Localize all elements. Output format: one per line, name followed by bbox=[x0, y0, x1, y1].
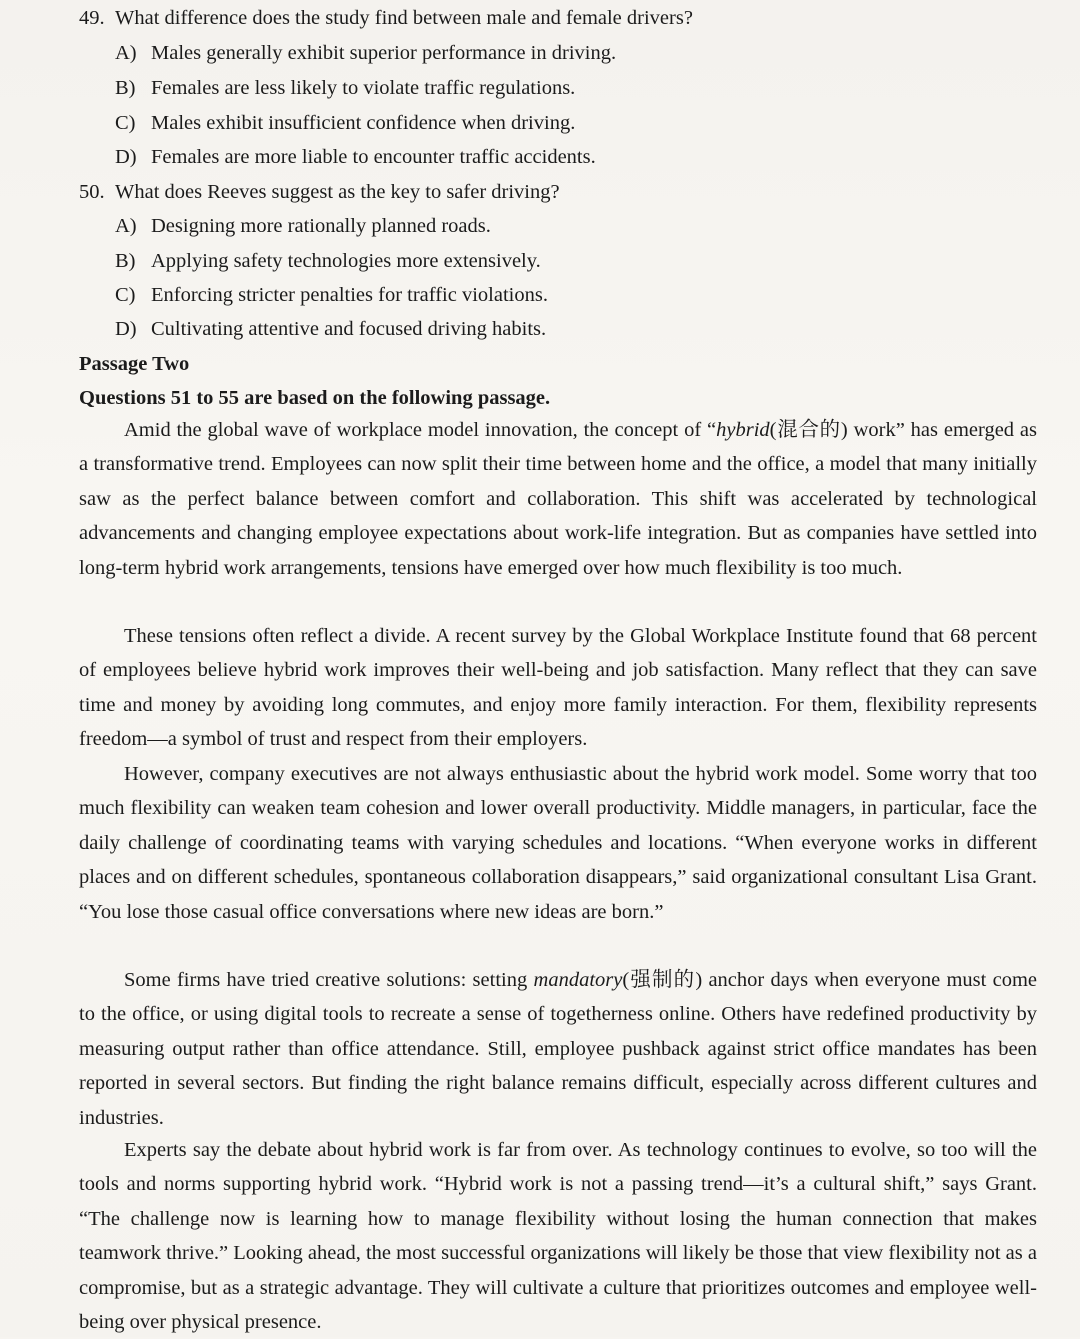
option-49-a bbox=[115, 40, 616, 66]
glossed-term: mandatory bbox=[533, 969, 623, 991]
question-50 bbox=[79, 179, 560, 205]
question-number: 50. bbox=[79, 181, 105, 203]
option-50-b bbox=[115, 248, 541, 274]
option-text: Females are more liable to encounter traffic accidents. bbox=[151, 146, 596, 168]
option-text: Designing more rationally planned roads. bbox=[151, 215, 491, 237]
option-49-b bbox=[115, 75, 575, 101]
option-letter: C) bbox=[115, 112, 136, 134]
option-50-c bbox=[115, 282, 548, 308]
option-text: Cultivating attentive and focused driving habits. bbox=[151, 318, 547, 340]
option-text: Males generally exhibit superior performance in driving. bbox=[151, 42, 617, 64]
passage-paragraph-4: Some firms have tried creative solutions: setting mandatory(强制的) anchor days when everyone must come to the office, or using digital tools to recreate a sense of togetherness online. Others have redefined productivity by measuring output rather than office attendance. Still, employee pushback against strict office mandates has been reported in several sectors. But finding the right balance remains difficult, especially across different cultures and industries. bbox=[79, 969, 1038, 1129]
option-text: Enforcing stricter penalties for traffic violations. bbox=[151, 284, 548, 306]
passage-paragraph-1: Amid the global wave of workplace model innovation, the concept of “hybrid(混合的) work” has emerged as a transformative trend. Employees can now split their time between home and the office, a model that many initially saw as the perfect balance between comfort and collaboration. This shift was accelerated by technological advancements and changing employee expectations about work-life integration. But as companies have settled into long-term hybrid work arrangements, tensions have emerged over how much flexibility is too much. bbox=[79, 419, 1037, 579]
option-49-c bbox=[115, 110, 575, 136]
passage-title: Passage Two bbox=[79, 353, 190, 375]
option-text: Applying safety technologies more extensively. bbox=[151, 250, 541, 272]
chinese-gloss: (混合的) bbox=[769, 419, 848, 441]
question-text: What difference does the study find between male and female drivers? bbox=[115, 7, 693, 29]
passage-paragraph-5: Experts say the debate about hybrid work is far from over. As technology continues to evolve, so too will the tools and norms supporting hybrid work. “Hybrid work is not a passing trend—it’s a cultural shift,” says Grant. “The challenge now is learning how to manage flexibility without losing the human connection that makes teamwork thrive.” Looking ahead, the most successful organizations will likely be those that view flexibility not as a compromise, but as a strategic advantage. They will cultivate a culture that prioritizes outcomes and employee well-being over physical presence. bbox=[79, 1139, 1037, 1334]
passage-paragraph-3: However, company executives are not always enthusiastic about the hybrid work model. Some worry that too much flexibility can weaken team cohesion and lower overall productivity. Middle managers, in particular, face the daily challenge of coordinating teams with varying schedules and locations. “When everyone works in different places and on different schedules, spontaneous collaboration disappears,” said organizational consultant Lisa Grant. “You lose those casual office conversations where new ideas are born.” bbox=[79, 763, 1037, 923]
option-50-d bbox=[115, 316, 546, 342]
option-letter: C) bbox=[115, 284, 136, 306]
option-letter: A) bbox=[115, 42, 137, 64]
passage-paragraph-2: These tensions often reflect a divide. A recent survey by the Global Workplace Institute found that 68 percent of employees believe hybrid work improves their well-being and job satisfaction. Many reflect that they can save time and money by avoiding long commutes, and enjoy more family interaction. For them, flexibility represents freedom—a symbol of trust and respect from their employers. bbox=[79, 625, 1037, 751]
question-text: What does Reeves suggest as the key to safer driving? bbox=[115, 181, 560, 203]
option-text: Females are less likely to violate traffic regulations. bbox=[151, 77, 576, 99]
option-50-a bbox=[115, 213, 491, 239]
question-number: 49. bbox=[79, 7, 105, 29]
option-letter: B) bbox=[115, 250, 136, 272]
option-letter: D) bbox=[115, 146, 137, 168]
option-letter: D) bbox=[115, 318, 137, 340]
chinese-gloss: (强制的) bbox=[622, 969, 703, 991]
option-letter: A) bbox=[115, 215, 137, 237]
option-letter: B) bbox=[115, 77, 136, 99]
passage-instruction: Questions 51 to 55 are based on the following passage. bbox=[79, 387, 551, 409]
glossed-term: hybrid bbox=[716, 419, 770, 441]
question-49 bbox=[79, 5, 693, 31]
option-49-d bbox=[115, 144, 596, 170]
option-text: Males exhibit insufficient confidence when driving. bbox=[151, 112, 576, 134]
